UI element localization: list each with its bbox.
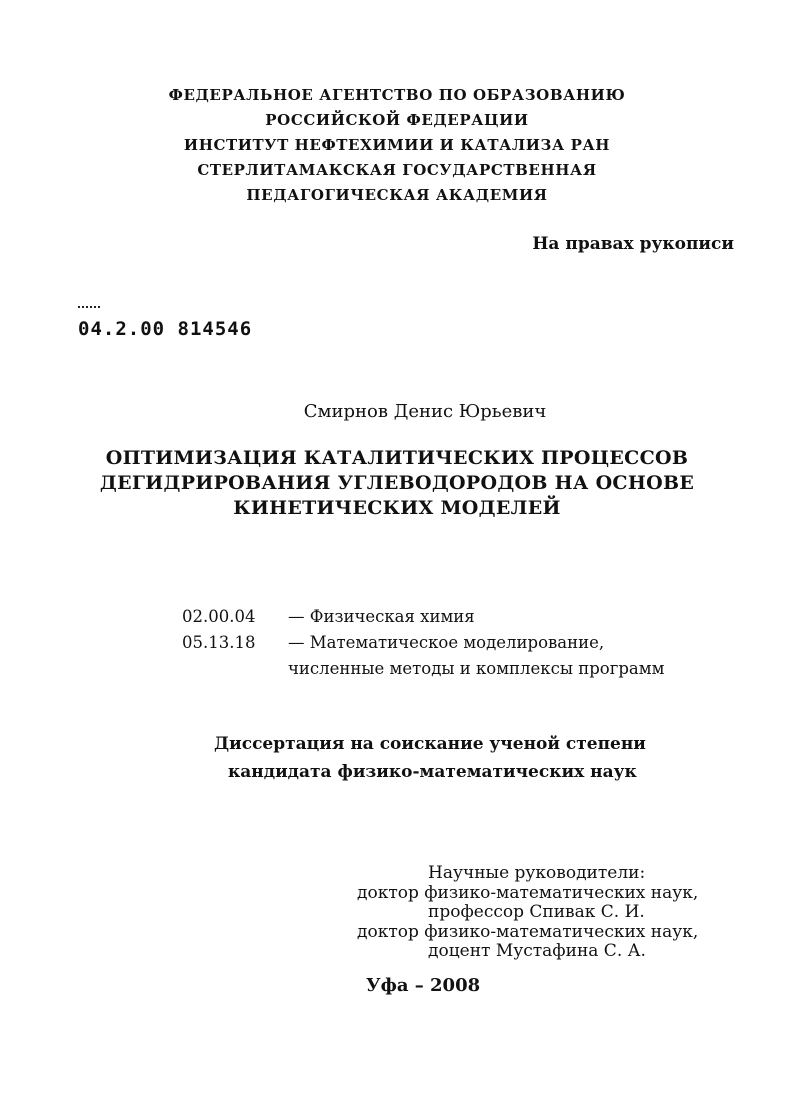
org-line-1: ФЕДЕРАЛЬНОЕ АГЕНТСТВО ПО ОБРАЗОВАНИЮ (168, 86, 626, 104)
specialty-dash: — (288, 633, 305, 652)
org-line-2: РОССИЙСКОЙ ФЕДЕРАЦИИ (265, 111, 529, 129)
stamp-mark (78, 306, 100, 313)
advisor-1-degree: доктор физико-математических наук, (357, 882, 699, 903)
city-year: Уфа – 2008 (366, 975, 481, 996)
specialty-2 (182, 633, 604, 652)
specialty-dash: — (288, 607, 305, 626)
advisor-2-degree: доктор физико-математических наук, (357, 921, 699, 942)
catalog-stamp: 04.2.00 814546 (78, 318, 253, 340)
specialty-1 (182, 607, 475, 626)
specialty-2-continuation: численные методы и комплексы программ (288, 659, 665, 678)
rights-note: На правах рукописи (532, 234, 734, 254)
title-line-3: КИНЕТИЧЕСКИХ МОДЕЛЕЙ (233, 497, 561, 519)
advisors-heading: Научные руководители: (428, 863, 646, 883)
advisor-1-name: профессор Спивак С. И. (428, 902, 645, 922)
org-line-4: СТЕРЛИТАМАКСКАЯ ГОСУДАРСТВЕННАЯ (197, 161, 597, 179)
title-line-2: ДЕГИДРИРОВАНИЯ УГЛЕВОДОРОДОВ НА ОСНОВЕ (99, 472, 695, 494)
specialty-code: 05.13.18 (182, 633, 256, 652)
degree-line-1: Диссертация на соискание ученой степени (214, 734, 646, 754)
advisor-2-name: доцент Мустафина С. А. (428, 941, 646, 961)
org-line-3: ИНСТИТУТ НЕФТЕХИМИИ И КАТАЛИЗА РАН (183, 136, 611, 154)
specialty-name: Математическое моделирование, (309, 633, 605, 652)
specialty-code: 02.00.04 (182, 607, 256, 626)
title-line-1: ОПТИМИЗАЦИЯ КАТАЛИТИЧЕСКИХ ПРОЦЕССОВ (105, 447, 689, 469)
degree-line-2: кандидата физико-математических наук (228, 762, 637, 782)
author-name: Смирнов Денис Юрьевич (303, 401, 547, 422)
advisors-block (357, 864, 698, 962)
org-line-5: ПЕДАГОГИЧЕСКАЯ АКАДЕМИЯ (246, 186, 548, 204)
specialty-name: Физическая химия (309, 607, 475, 626)
